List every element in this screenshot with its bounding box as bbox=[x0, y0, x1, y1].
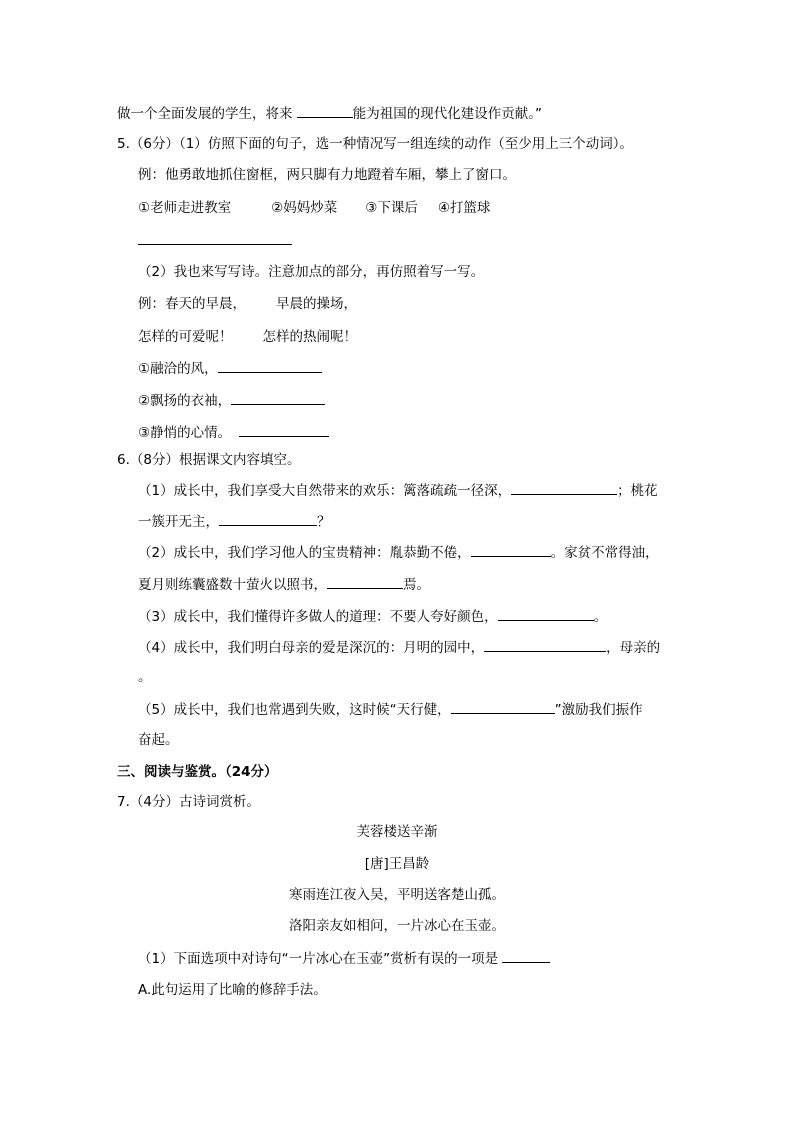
option: ②妈妈炒菜 bbox=[271, 200, 338, 216]
answer-blank[interactable] bbox=[498, 607, 594, 621]
answer-blank[interactable] bbox=[138, 231, 292, 245]
example-poem-line bbox=[138, 328, 357, 346]
text-line: 奋起。 bbox=[138, 732, 179, 748]
text: （3）成长中，我们懂得许多做人的道理：不要人夸好颜色， bbox=[138, 609, 498, 625]
poem-line: 寒雨连江夜入吴，平明送客楚山孤。 bbox=[289, 887, 505, 903]
question-5-title: 5.（6分）（1）仿照下面的句子，选一种情况写一组连续的动作（至少用上三个动词）。 bbox=[117, 136, 634, 152]
text: 怎样的热闹呢！ bbox=[262, 329, 357, 345]
text: ？ bbox=[317, 514, 331, 530]
poem-title: 芙蓉楼送辛渐 bbox=[356, 824, 438, 840]
option: ①老师走进教室 bbox=[138, 200, 232, 216]
fill-item bbox=[138, 638, 660, 657]
fill-item bbox=[138, 391, 325, 410]
text: 焉。 bbox=[403, 577, 430, 593]
poem-author: [唐]王昌龄 bbox=[364, 856, 430, 872]
answer-blank[interactable] bbox=[511, 481, 617, 495]
text: 做一个全面发展的学生，将来 bbox=[117, 106, 297, 122]
example-poem-line bbox=[138, 295, 357, 313]
option: ④打篮球 bbox=[437, 200, 491, 216]
answer-blank[interactable] bbox=[239, 423, 329, 437]
text-line: 。 bbox=[138, 669, 152, 685]
option: ③下课后 bbox=[365, 200, 418, 216]
answer-blank[interactable] bbox=[502, 949, 550, 963]
fill-item bbox=[138, 543, 659, 562]
question-7-title: 7.（4分）古诗词赏析。 bbox=[117, 794, 260, 810]
text: ②飘扬的衣袖， bbox=[138, 393, 232, 409]
poem-line: 洛阳亲友如相问，一片冰心在玉壶。 bbox=[289, 918, 505, 934]
option-list bbox=[138, 199, 490, 217]
answer-blank[interactable] bbox=[218, 359, 322, 373]
text: ①融洽的风， bbox=[138, 361, 218, 377]
example-sentence: 例：他勇敢地抓住窗框，两只脚有力地蹬着车厢，攀上了窗口。 bbox=[138, 167, 516, 183]
text: ，母亲的 bbox=[606, 640, 661, 656]
fill-item bbox=[138, 575, 430, 594]
text: 。家贫不常得油， bbox=[550, 545, 659, 561]
text: 。 bbox=[593, 609, 608, 625]
text: 能为祖国的现代化建设作贡献。” bbox=[352, 106, 543, 122]
text: 夏月则练囊盛数十萤火以照书， bbox=[138, 577, 327, 593]
answer-line bbox=[138, 231, 292, 250]
text: （1）成长中，我们享受大自然带来的欢乐：篱落疏疏一径深， bbox=[138, 483, 512, 499]
fill-item bbox=[138, 423, 329, 442]
answer-blank[interactable] bbox=[451, 700, 555, 714]
text: 一簇开无主， bbox=[138, 514, 219, 530]
text: （4）成长中，我们明白母亲的爱是深沉的：月明的园中， bbox=[138, 640, 485, 656]
text: （1）下面选项中对诗句“一片冰心在玉壶”赏析有误的一项是 bbox=[138, 951, 503, 967]
text-line bbox=[117, 104, 542, 123]
answer-blank[interactable] bbox=[231, 391, 325, 405]
text: ③静悄的心情。 bbox=[138, 425, 232, 441]
text: 怎样的可爱呢！ bbox=[138, 329, 233, 345]
fill-item bbox=[138, 512, 331, 531]
section-heading: 三、阅读与鉴赏。（24分） bbox=[117, 764, 278, 780]
fill-item bbox=[138, 607, 607, 626]
answer-blank[interactable] bbox=[327, 575, 403, 589]
text: （2）成长中，我们学习他人的宝贵精神：胤恭勤不倦， bbox=[138, 545, 471, 561]
text: 早晨的操场， bbox=[276, 296, 357, 312]
fill-item bbox=[138, 481, 658, 500]
fill-item bbox=[138, 359, 322, 378]
text: （5）成长中，我们也常遇到失败，这时候“天行健， bbox=[138, 702, 451, 718]
answer-blank[interactable] bbox=[471, 543, 551, 557]
answer-blank[interactable] bbox=[484, 638, 606, 652]
part-2-title: （2）我也来写写诗。注意加点的部分，再仿照着写一写。 bbox=[138, 264, 485, 280]
text: 例：春天的早晨， bbox=[138, 296, 246, 312]
text: ；桃花 bbox=[617, 483, 658, 499]
answer-blank[interactable] bbox=[297, 104, 353, 118]
text: ”激励我们振作 bbox=[554, 702, 643, 718]
option-a: A.此句运用了比喻的修辞手法。 bbox=[138, 982, 327, 998]
fill-item bbox=[138, 700, 643, 719]
question-6-title: 6.（8分）根据课文内容填空。 bbox=[117, 452, 301, 468]
answer-blank[interactable] bbox=[219, 512, 317, 526]
sub-question bbox=[138, 949, 550, 968]
